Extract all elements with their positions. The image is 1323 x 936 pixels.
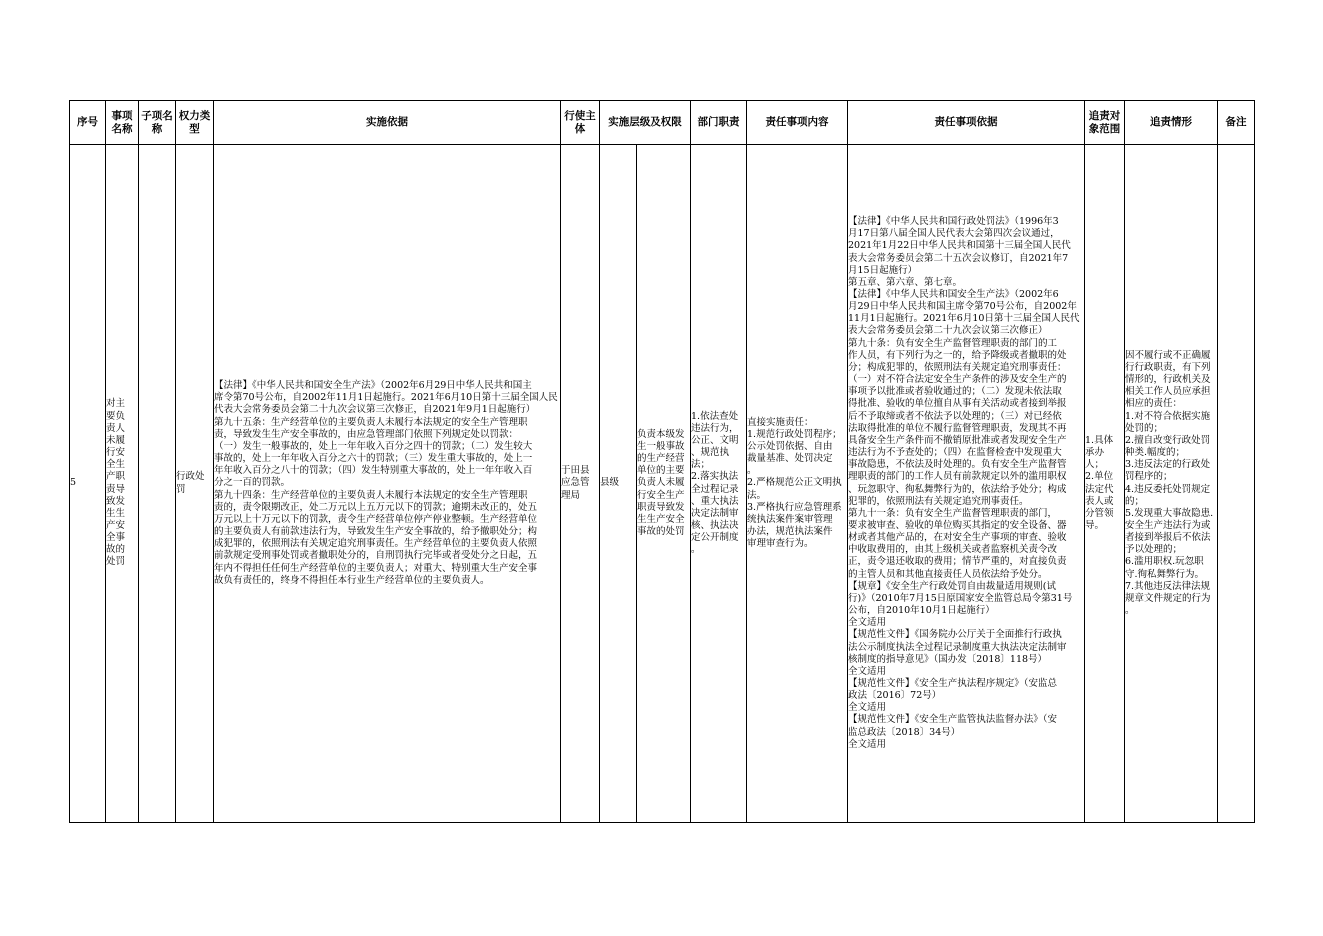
table-row xyxy=(70,145,1255,823)
cell-seq: 5 xyxy=(70,145,106,823)
cell-sub-item xyxy=(139,145,176,823)
cell-power-type: 行政处 罚 xyxy=(176,145,214,823)
power-list-table xyxy=(69,100,1255,823)
cell-accountable-situations: 因不履行或不正确履 行行政职责，有下列 情形的，行政机关及 相关工作人员应承担 相应的责任： 1.对不符合依据实施 处罚的； 2.擅自改变行政处罚 种类.幅度的； 3.违反法定的行政处 罚程序的； 4.违反委托处罚规定 的； 5.发现重大事故隐患. 安全生产违法行为或 者接到举报后不依法 予以处理的； 6.滥用职权.玩忽职 守.徇私舞弊行为。 7.其他违反法律法规 规章文件规定的行为 。 xyxy=(1125,145,1218,823)
header-resp-basis: 责任事项依据 xyxy=(848,101,1085,145)
header-row xyxy=(70,101,1255,145)
header-seq: 序号 xyxy=(70,101,106,145)
cell-remarks xyxy=(1218,145,1255,823)
header-basis: 实施依据 xyxy=(214,101,561,145)
cell-item-name: 对主 要负 责人 未履 行安 全生 产职 责导 致发 生生 产安 全事 故的 处罚 xyxy=(106,145,139,823)
cell-resp-content: 直接实施责任： 1.规范行政处罚程序； 公示处罚依据、自由 裁量基准、处罚决定 。 2.严格规范公正文明执 法。 3.严格执行应急管理系 统执法案件案审管理 办法，规范执法案件 审理审查行为。 xyxy=(747,145,848,823)
cell-dept-duty: 1.依法查处 违法行为， 公正、文明 、规范执 法； 2.落实执法 全过程记录 、重大执法 决定法制审 核、执法决 定公开制度 。 xyxy=(691,145,747,823)
header-accountable-situations: 追责情形 xyxy=(1125,101,1218,145)
header-level: 实施层级及权限 xyxy=(600,101,691,145)
header-item-name: 事项 名称 xyxy=(106,101,139,145)
cell-basis: 【法律】《中华人民共和国安全生产法》（2002年6月29日中华人民共和国主 席令第70号公布，自2002年11月1日起施行。2021年6月10日第十三届全国人民 代表大会常务委员会第二十九次会议第三次修正，自2021年9月1日起施行） 第九十五条：生产经营单位的主要负责人未履行本法规定的安全生产管理职 责，导致发生生产安全事故的，由应急管理部门依照下列规定处以罚款： （一）发生一般事故的，处上一年年收入百分之四十的罚款；（二）发生较大 事故的，处上一年年收入百分之六十的罚款；（三）发生重大事故的，处上一 年年收入百分之八十的罚款；（四）发生特别重大事故的，处上一年年收入百 分之一百的罚款。 第九十四条：生产经营单位的主要负责人未履行本法规定的安全生产管理职 责的，责令限期改正，处二万元以上五万元以下的罚款；逾期未改正的，处五 万元以上十万元以下的罚款，责令生产经营单位停产停业整顿。生产经营单位 的主要负责人有前款违法行为，导致发生生产安全事故的，给予撤职处分；构 成犯罪的，依照刑法有关规定追究刑事责任。生产经营单位的主要负责人依照 前款规定受刑事处罚或者撤职处分的，自刑罚执行完毕或者受处分之日起，五 年内不得担任任何生产经营单位的主要负责人；对重大、特别重大生产安全事 故负有责任的，终身不得担任本行业生产经营单位的主要负责人。 xyxy=(214,145,561,823)
cell-level-authority: 负责本级发 生一般事故 的生产经营 单位的主要 负责人未履 行安全生产 职责导致发 生生产安全 事故的处罚 xyxy=(637,145,691,823)
header-resp-content: 责任事项内容 xyxy=(747,101,848,145)
header-dept-duty: 部门职责 xyxy=(691,101,747,145)
header-power-type: 权力类 型 xyxy=(176,101,214,145)
header-subject: 行使主 体 xyxy=(561,101,600,145)
header-sub-item: 子项名 称 xyxy=(139,101,176,145)
cell-subject: 于田县 应急管 理局 xyxy=(561,145,600,823)
cell-accountable-scope: 1.具体 承办 人； 2.单位 法定代 表人或 分管领 导。 xyxy=(1085,145,1125,823)
header-remarks: 备注 xyxy=(1218,101,1255,145)
cell-resp-basis: 【法律】《中华人民共和国行政处罚法》（1996年3 月17日第八届全国人民代表大会第四次会议通过， 2021年1月22日中华人民共和国第十三届全国人民代 表大会常务委员会第二十五次会议修订，自2021年7 月15日起施行） 第五章、第六章、第七章。 【法律】《中华人民共和国安全生产法》（2002年6 月29日中华人民共和国主席令第70号公布，自2002年 11月1日起施行。2021年6月10日第十三届全国人民代 表大会常务委员会第二十九次会议第三次修正） 第九十条：负有安全生产监督管理职责的部门的工 作人员，有下列行为之一的，给予降级或者撤职的处 分；构成犯罪的，依照刑法有关规定追究刑事责任： （一）对不符合法定安全生产条件的涉及安全生产的 事项予以批准或者验收通过的；（二）发现未依法取 得批准、验收的单位擅自从事有关活动或者接到举报 后不予取缔或者不依法予以处理的；（三）对已经依 法取得批准的单位不履行监督管理职责，发现其不再 具备安全生产条件而不撤销原批准或者发现安全生产 违法行为不予查处的；（四）在监督检查中发现重大 事故隐患，不依法及时处理的。负有安全生产监督管 理职责的部门的工作人员有前款规定以外的滥用职权 、玩忽职守、徇私舞弊行为的，依法给予处分；构成 犯罪的，依照刑法有关规定追究刑事责任。 第九十一条：负有安全生产监督管理职责的部门， 要求被审查、验收的单位购买其指定的安全设备、器 材或者其他产品的，在对安全生产事项的审查、验收 中收取费用的，由其上级机关或者监察机关责令改 正，责令退还收取的费用；情节严重的，对直接负责 的主管人员和其他直接责任人员依法给予处分。 【规章】《安全生产行政处罚自由裁量适用规则(试 行)》（2010年7月15日原国家安全监管总局令第31号 公布，自2010年10月1日起施行） 全文适用 【规范性文件】《国务院办公厅关于全面推行行政执 法公示制度执法全过程记录制度重大执法决定法制审 核制度的指导意见》（国办发〔2018〕118号） 全文适用 【规范性文件】《安全生产执法程序规定》（安监总 政法〔2016〕72号） 全文适用 【规范性文件】《安全生产监管执法监督办法》（安 监总政法〔2018〕34号） 全文适用 xyxy=(848,145,1085,823)
cell-level: 县级 xyxy=(600,145,637,823)
header-accountable-scope: 追责对 象范围 xyxy=(1085,101,1125,145)
